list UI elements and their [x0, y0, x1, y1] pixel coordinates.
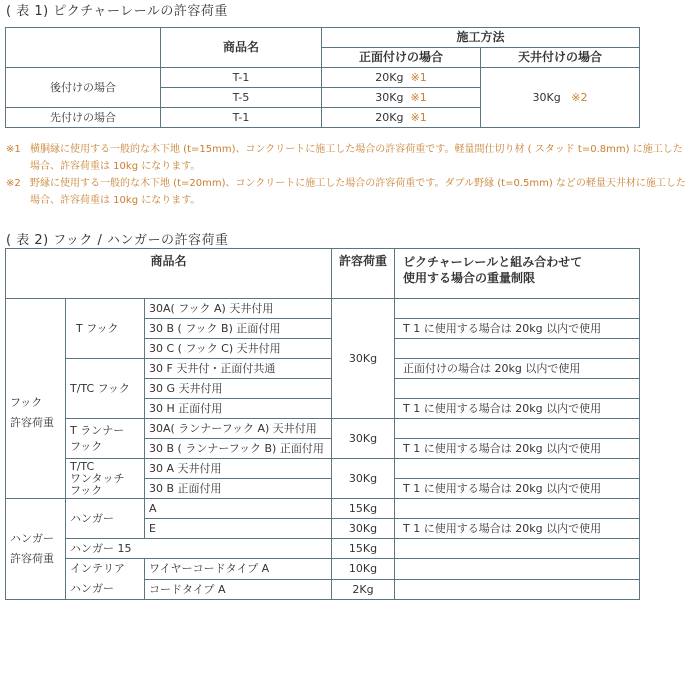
onetouch-hook-name: T/TC ワンタッチ フック: [66, 459, 145, 499]
ttc-hook-item: 30 H 正面付用: [145, 399, 332, 419]
hanger15-limit: [395, 539, 640, 559]
hanger-load: 30Kg: [332, 519, 395, 539]
table1-front-value: 30Kg ※1: [322, 88, 481, 108]
t-hook-item: 30 B ( フック B) 正面付用: [145, 319, 332, 339]
table1: [5, 27, 640, 128]
table1-front-value: 20Kg ※1: [322, 68, 481, 88]
ttc-hook-limit: 正面付けの場合は 20kg 以内で使用: [395, 359, 640, 379]
t-hook-name: T フック: [66, 299, 145, 359]
runner-hook-load: 30Kg: [332, 419, 395, 459]
t-hook-limit: [395, 299, 640, 319]
interior-hanger-name: インテリア ハンガー: [66, 559, 145, 600]
ttc-hook-name: T/TC フック: [66, 359, 145, 419]
t-hook-limit: T 1 に使用する場合は 20kg 以内で使用: [395, 319, 640, 339]
interior-hanger-item: コードタイプ A: [145, 579, 332, 600]
interior-hanger-item: ワイヤーコードタイプ A: [145, 559, 332, 580]
table1-product: T-1: [161, 108, 322, 128]
hanger-group-label: ハンガー 許容荷重: [6, 499, 66, 600]
table1-ceiling-value: 30Kg ※2: [481, 68, 640, 128]
interior-hanger-load: 2Kg: [332, 579, 395, 600]
ttc-hook-item: 30 F 天井付・正面付共通: [145, 359, 332, 379]
onetouch-hook-limit: T 1 に使用する場合は 20kg 以内で使用: [395, 479, 640, 499]
note-text: 野縁に使用する一般的な木下地 (t=20mm)、コンクリートに施工した場合の許容荷重です。ダブル野縁 (t=0.5mm) などの軽量天井材に施工した場合、許容荷重は 10kg になります。: [30, 178, 686, 206]
hanger-load: 15Kg: [332, 499, 395, 519]
runner-hook-limit: [395, 419, 640, 439]
runner-hook-name: T ランナー フック: [66, 419, 145, 459]
t-hook-item: 30 C ( フック C) 天井付用: [145, 339, 332, 359]
ttc-hook-limit: T 1 に使用する場合は 20kg 以内で使用: [395, 399, 640, 419]
table2: [5, 248, 640, 600]
interior-hanger-limit: [395, 559, 640, 580]
t-hook-limit: [395, 339, 640, 359]
table1-product: T-5: [161, 88, 322, 108]
table1-front-value: 20Kg ※1: [322, 108, 481, 128]
table1-product: T-1: [161, 68, 322, 88]
notes: [6, 141, 686, 209]
hanger-name: ハンガー: [66, 499, 145, 539]
hanger15-load: 15Kg: [332, 539, 395, 559]
hook-load: 30Kg: [332, 299, 395, 419]
table2-header-load: 許容荷重: [332, 249, 395, 299]
note-1: [6, 141, 686, 175]
note-2: [6, 175, 686, 209]
onetouch-hook-item: 30 A 天井付用: [145, 459, 332, 479]
note-label: ※2: [6, 178, 21, 189]
note-text: 横胴縁に使用する一般的な木下地 (t=15mm)、コンクリートに施工した場合の許容荷重です。軽量間仕切り材 ( スタッド t=0.8mm) に施工した場合、許容荷重は 10kg になります。: [30, 144, 683, 172]
table1-group-preinstall: 先付けの場合: [6, 108, 161, 128]
onetouch-hook-load: 30Kg: [332, 459, 395, 499]
hanger-limit: T 1 に使用する場合は 20kg 以内で使用: [395, 519, 640, 539]
onetouch-hook-limit: [395, 459, 640, 479]
table1-header-product: 商品名: [161, 28, 322, 68]
runner-hook-limit: T 1 に使用する場合は 20kg 以内で使用: [395, 439, 640, 459]
table1-header-ceiling: 天井付けの場合: [481, 48, 640, 68]
table2-title: ( 表 2) フック / ハンガーの許容荷重: [6, 233, 229, 248]
interior-hanger-load: 10Kg: [332, 559, 395, 580]
runner-hook-item: 30 B ( ランナーフック B) 正面付用: [145, 439, 332, 459]
note-label: ※1: [6, 144, 21, 155]
table1-header-front: 正面付けの場合: [322, 48, 481, 68]
table1-header-method: 施工方法: [322, 28, 640, 48]
onetouch-hook-item: 30 B 正面付用: [145, 479, 332, 499]
ttc-hook-limit: [395, 379, 640, 399]
hanger-item: A: [145, 499, 332, 519]
hanger-limit: [395, 499, 640, 519]
hanger15-name: ハンガー 15: [66, 539, 332, 559]
table2-header-product: 商品名: [6, 249, 332, 299]
ttc-hook-item: 30 G 天井付用: [145, 379, 332, 399]
interior-hanger-limit: [395, 579, 640, 600]
table1-title: ( 表 1) ピクチャーレールの許容荷重: [6, 4, 228, 19]
hanger-item: E: [145, 519, 332, 539]
hook-group-label: フック 許容荷重: [6, 299, 66, 499]
table2-header-limit: ピクチャーレールと組み合わせて 使用する場合の重量制限: [395, 249, 640, 299]
runner-hook-item: 30A( ランナーフック A) 天井付用: [145, 419, 332, 439]
t-hook-item: 30A( フック A) 天井付用: [145, 299, 332, 319]
table1-group-retrofit: 後付けの場合: [6, 68, 161, 108]
table1-empty-header: [6, 28, 161, 68]
